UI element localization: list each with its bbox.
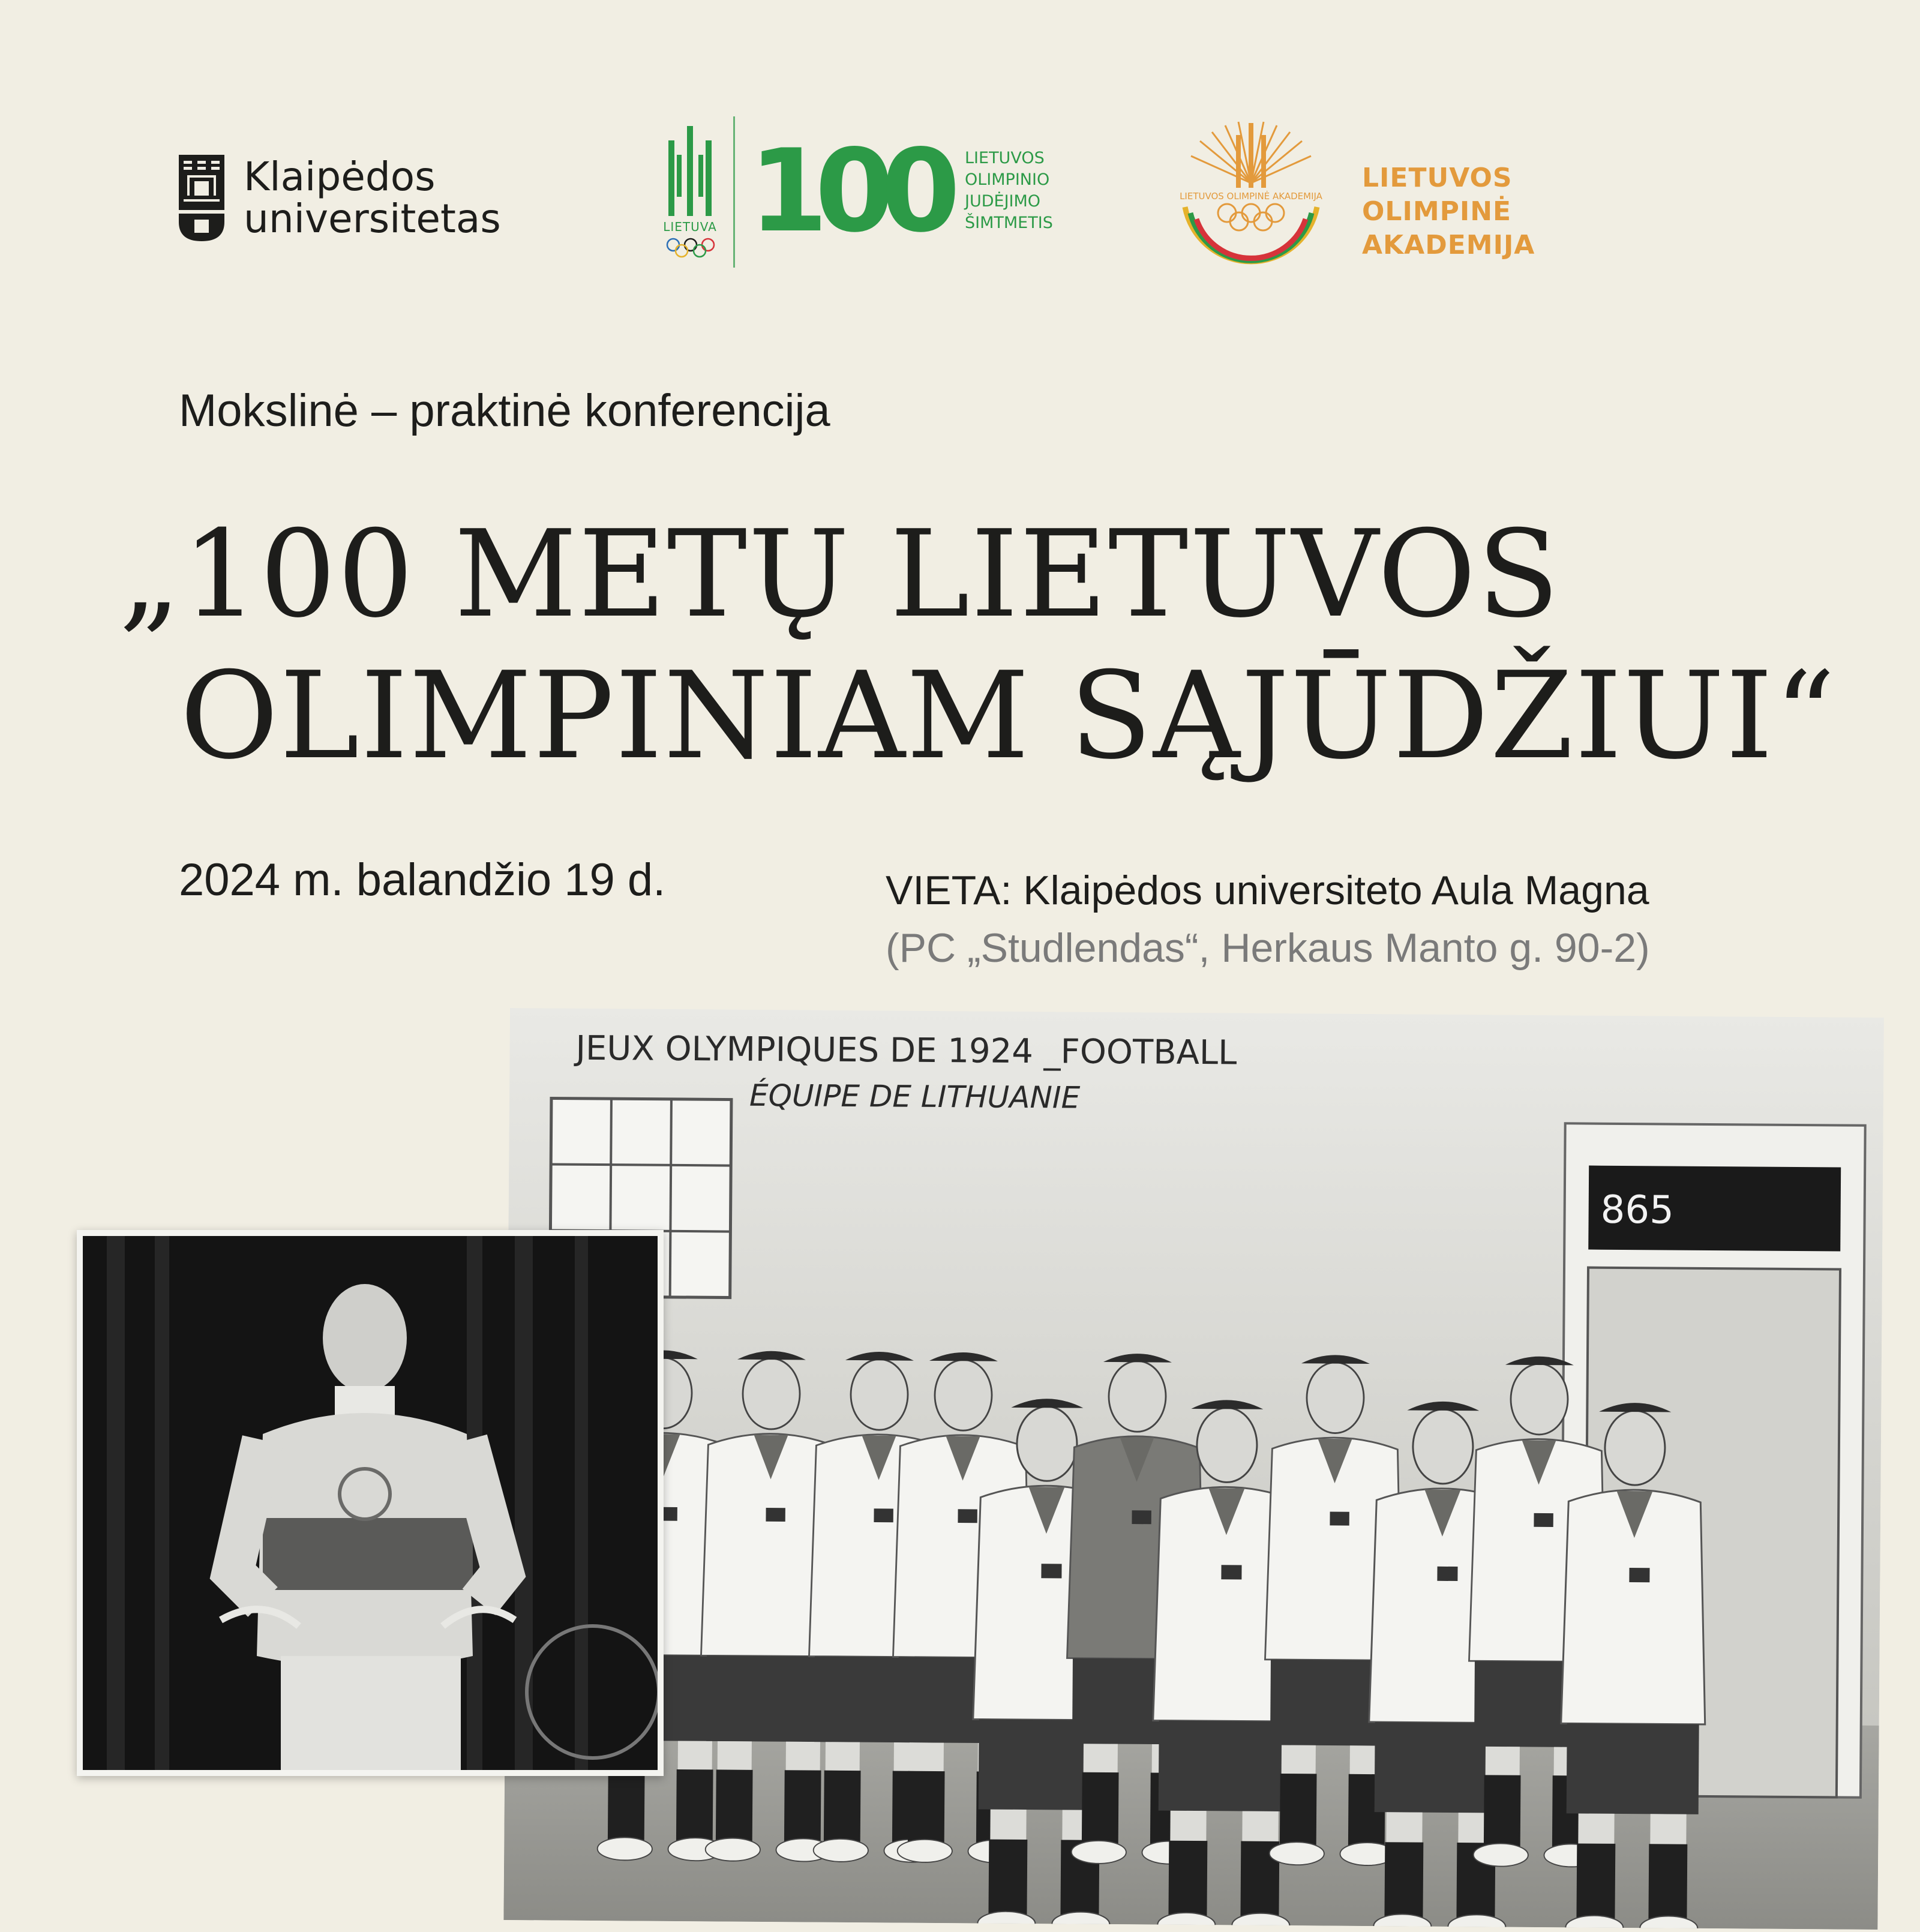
conference-title — [119, 504, 1837, 787]
door-number: 865 — [1600, 1187, 1675, 1233]
cyclist-photo-image — [83, 1236, 658, 1770]
olympic-academy-logo — [1176, 117, 1692, 273]
centenary-text — [965, 148, 1053, 234]
centenary-line: LIETUVOS — [965, 149, 1045, 167]
ku-name-line2: universitetas — [244, 196, 501, 242]
olympic-rings-icon — [664, 236, 718, 260]
gediminas-pillars-icon — [665, 126, 715, 216]
event-address: (PC „Studlendas“, Herkaus Manto g. 90-2) — [886, 925, 1650, 971]
photo-caption-line1: JEUX OLYMPIQUES DE 1924 _FOOTBALL — [575, 1028, 1237, 1073]
university-crest-icon — [179, 155, 224, 241]
olympic-centenary-logo — [660, 114, 1080, 270]
olympic-academy-emblem-icon — [1176, 117, 1326, 267]
conference-subtitle: Mokslinė – praktinė konferencija — [179, 385, 830, 436]
team-photo-image — [503, 1008, 1884, 1930]
academy-name-line1: LIETUVOS — [1362, 163, 1513, 193]
ku-name-line1: Klaipėdos — [244, 154, 436, 200]
title-line1: „100 METŲ LIETUVOS — [119, 505, 1561, 644]
academy-ring-text: LIETUVOS OLIMPINĖ AKADEMIJA — [1180, 191, 1322, 202]
title-line2: OLIMPINIAM SĄJŪDŽIUI“ — [180, 646, 1837, 786]
logo-divider — [733, 116, 735, 268]
cyclist-photo — [77, 1230, 664, 1776]
academy-name-line2: OLIMPINĖ AKADEMIJA — [1362, 196, 1535, 260]
team-photo-1924 — [503, 1008, 1884, 1930]
lietuva-label: LIETUVA — [663, 220, 717, 234]
centenary-line: OLIMPINIO — [965, 170, 1050, 189]
academy-name — [1362, 161, 1692, 262]
centenary-line: ŠIMTMETIS — [965, 214, 1053, 232]
klaipedos-universitetas-logo — [179, 150, 563, 246]
centenary-number: 100 — [749, 125, 947, 257]
photo-caption-line2: ÉQUIPE DE LITHUANIE — [749, 1078, 1081, 1115]
event-venue: VIETA: Klaipėdos universiteto Aula Magna — [886, 868, 1649, 913]
centenary-line: JUDĖJIMO — [965, 192, 1041, 211]
event-date: 2024 m. balandžio 19 d. — [179, 854, 666, 905]
